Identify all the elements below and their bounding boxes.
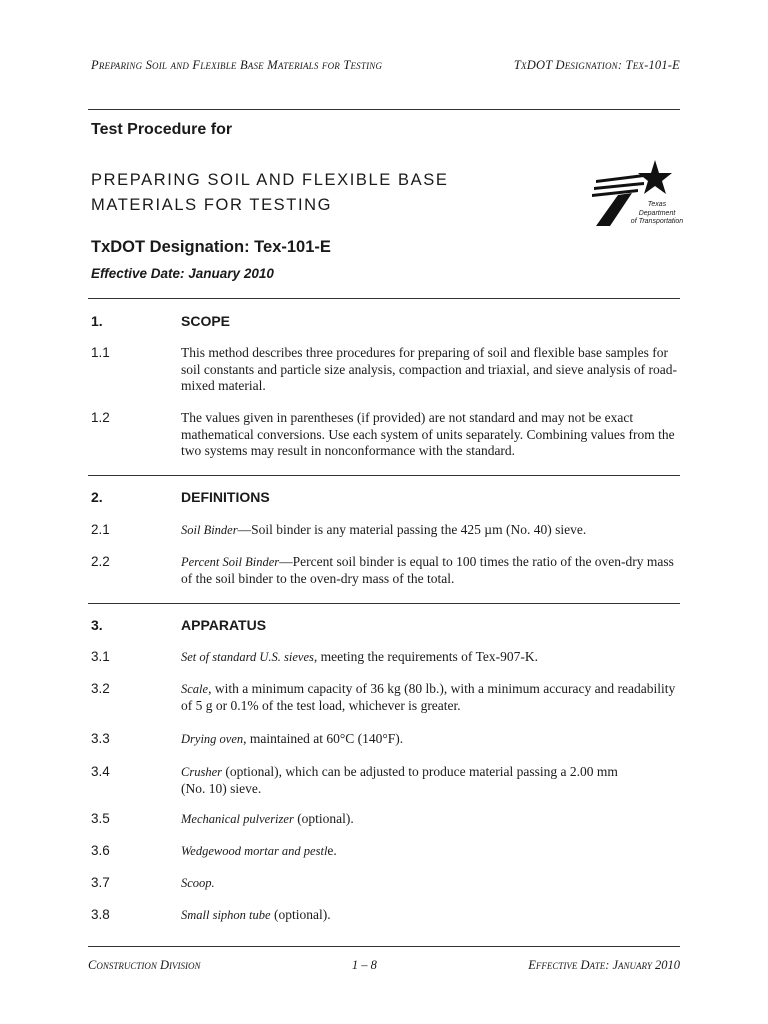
item-text xyxy=(181,554,678,587)
list-item xyxy=(91,843,678,860)
definition: —Percent soil binder is equal to 100 times the ratio of the oven-dry mass of the soil binder to the oven-dry mass of the total. xyxy=(181,554,674,586)
item-text xyxy=(181,681,678,714)
list-item xyxy=(91,522,678,539)
section-number: 2. xyxy=(91,489,103,505)
running-footer xyxy=(88,958,680,973)
designation: TxDOT Designation: Tex-101-E xyxy=(91,238,331,256)
term: Drying oven xyxy=(181,732,244,746)
item-text xyxy=(181,764,636,797)
footer-rule xyxy=(88,946,680,947)
term: Set of standard U.S. sieves xyxy=(181,650,314,664)
item-text xyxy=(181,649,678,666)
section-rule xyxy=(88,298,680,299)
item-text xyxy=(181,731,678,748)
term: Scoop. xyxy=(181,876,215,890)
section-title: APPARATUS xyxy=(181,617,267,633)
description: , meeting the requirements of Tex-907-K. xyxy=(313,649,538,664)
title-line-2: MATERIALS FOR TESTING xyxy=(91,196,333,214)
description: , with a minimum capacity of 36 kg (80 lb.), with a minimum accuracy and readability of 5 g or 0.1% of the test load, whichever is greater. xyxy=(181,681,676,713)
description: (optional). xyxy=(270,907,331,922)
list-item xyxy=(91,554,678,587)
test-procedure-label: Test Procedure for xyxy=(91,121,233,138)
section-heading-scope xyxy=(91,313,230,329)
item-text xyxy=(181,843,678,860)
list-item xyxy=(91,811,678,828)
logo-line-3: of Transportation xyxy=(630,218,684,225)
section-heading-definitions xyxy=(91,489,270,505)
logo-line-2: Department xyxy=(638,209,676,217)
item-number: 3.4 xyxy=(91,764,110,779)
item-number: 2.2 xyxy=(91,554,110,569)
section-number: 3. xyxy=(91,617,103,633)
section-heading-apparatus xyxy=(91,617,266,633)
list-item xyxy=(91,649,678,666)
description: , maintained at 60°C (140°F). xyxy=(243,731,404,746)
term: Soil Binder xyxy=(181,523,238,537)
list-item xyxy=(91,764,678,797)
section-rule xyxy=(88,603,680,604)
term: Crusher xyxy=(181,765,222,779)
footer-right: Effective Date: January 2010 xyxy=(528,958,680,972)
logo-line-1: Texas xyxy=(647,201,667,208)
item-number: 2.1 xyxy=(91,522,110,537)
list-item xyxy=(91,345,678,395)
document-title xyxy=(91,168,511,218)
item-text xyxy=(181,907,678,924)
list-item xyxy=(91,681,678,714)
term: Small siphon tube xyxy=(181,908,271,922)
item-text xyxy=(181,875,678,892)
list-item xyxy=(91,907,678,924)
list-item xyxy=(91,731,678,748)
item-number: 3.2 xyxy=(91,681,110,696)
section-title: DEFINITIONS xyxy=(181,489,270,505)
item-number: 3.6 xyxy=(91,843,110,858)
txdot-logo-text xyxy=(622,201,692,227)
item-number: 1.2 xyxy=(91,410,110,425)
item-text: The values given in parentheses (if provided) are not standard and may not be exact mathematical conversions. Use each system of units separately. Combining values from the two systems may result in nonconformance with the standard. xyxy=(181,410,675,458)
item-number: 3.1 xyxy=(91,649,110,664)
term: Wedgewood mortar and pestl xyxy=(181,844,328,858)
header-left: Preparing Soil and Flexible Base Materials for Testing xyxy=(91,58,383,72)
section-title: SCOPE xyxy=(181,313,231,329)
item-number: 3.5 xyxy=(91,811,110,826)
section-rule xyxy=(88,475,680,476)
description: (optional), which can be adjusted to produce material passing a 2.00 mm (No. 10) sieve. xyxy=(181,764,618,796)
title-line-1: PREPARING SOIL AND FLEXIBLE BASE xyxy=(91,171,449,189)
term: Mechanical pulverizer xyxy=(181,812,294,826)
item-number: 3.3 xyxy=(91,731,110,746)
item-number: 3.8 xyxy=(91,907,110,922)
item-number: 1.1 xyxy=(91,345,110,360)
item-number: 3.7 xyxy=(91,875,110,890)
description: e. xyxy=(327,843,337,858)
description: (optional). xyxy=(293,811,354,826)
section-number: 1. xyxy=(91,313,103,329)
footer-left: Construction Division xyxy=(88,958,201,972)
list-item xyxy=(91,410,678,460)
list-item xyxy=(91,875,678,892)
item-text xyxy=(181,811,678,828)
item-text: This method describes three procedures for preparing of soil and flexible base samples for soil constants and particle size analysis, compaction and triaxial, and sieve analysis of road-mixed material. xyxy=(181,345,677,393)
item-text xyxy=(181,522,678,539)
term: Percent Soil Binder xyxy=(181,555,280,569)
page-number: 1 – 8 xyxy=(351,958,377,972)
header-rule xyxy=(88,109,680,110)
header-right: TxDOT Designation: Tex-101-E xyxy=(513,58,680,72)
running-header xyxy=(91,58,680,73)
definition: —Soil binder is any material passing the 425 µm (No. 40) sieve. xyxy=(237,522,587,537)
effective-date: Effective Date: January 2010 xyxy=(91,266,274,281)
term: Scale xyxy=(181,682,209,696)
